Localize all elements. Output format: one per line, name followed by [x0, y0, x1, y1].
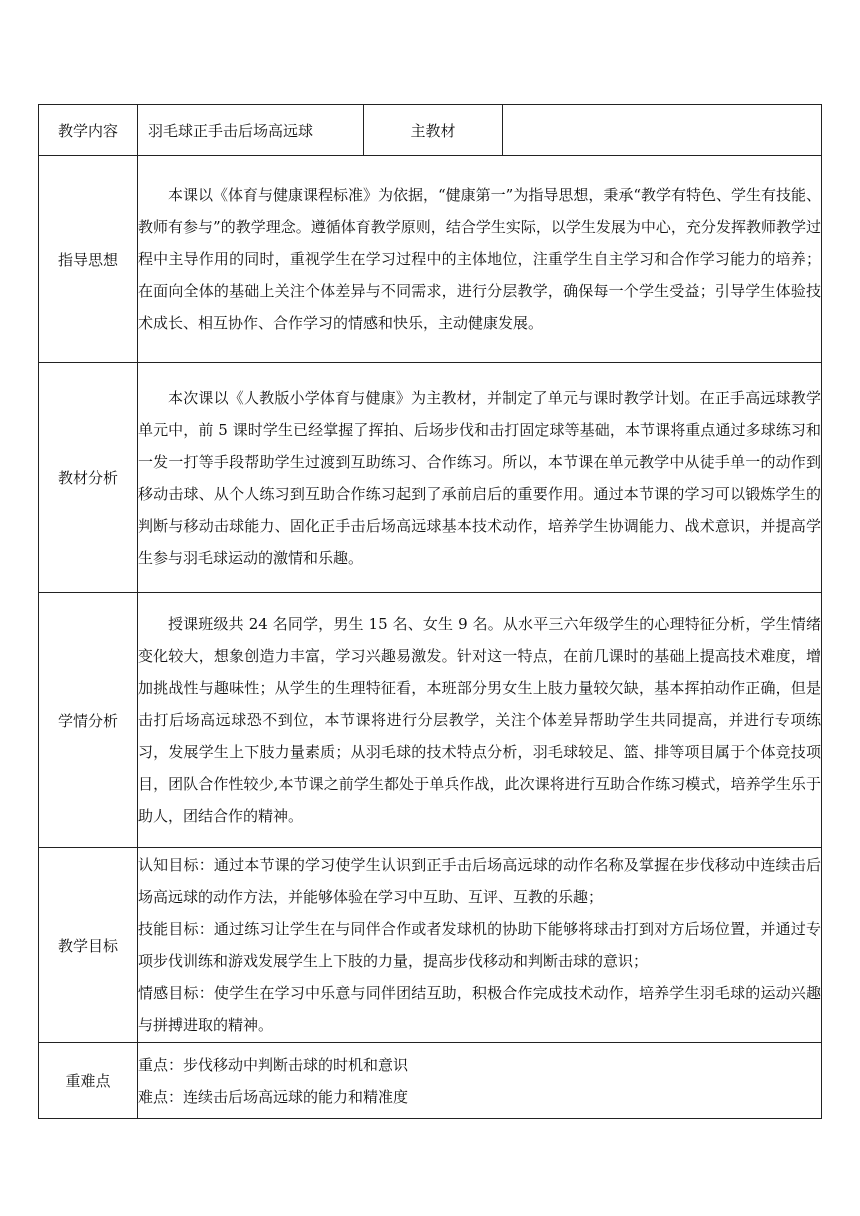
paragraph-skill-goal: 技能目标：通过练习让学生在与同伴合作或者发球机的协助下能够将球击打到对方后场位置，并通过专项步伐训练和游戏发展学生上下肢的力量，提高步伐移动和判断击球的意识； — [138, 920, 821, 970]
header-label: 教学内容 — [39, 105, 138, 156]
section-label: 学情分析 — [39, 593, 138, 848]
paragraph-emotional-goal: 情感目标：使学生在学习中乐意与同伴团结互助，积极合作完成技术动作，培养学生羽毛球的运动兴趣与拼搏进取的精神。 — [138, 984, 821, 1034]
paragraph: 授课班级共 24 名同学，男生 15 名、女生 9 名。从水平三六年级学生的心理特征分析，学生情绪变化较大，想象创造力丰富，学习兴趣易激发。针对这一特点，在前几课时的基础上提高技术难度，增加挑战性与趣味性；从学生的生理特征看，本班部分男女生上肢力量较欠缺，基本挥拍动作正确，但是击打后场高远球恐不到位，本节课将进行分层教学，关注个体差异帮助学生共同提高，并进行专项练习，发展学生上下肢力量素质；从羽毛球的技术特点分析，羽毛球较足、篮、排等项目属于个体竞技项目，团队合作性较少,本节课之前学生都处于单兵作战，此次课将进行互助合作练习模式，培养学生乐于助人，团结合作的精神。 — [138, 615, 821, 825]
section-row-student-analysis — [39, 593, 822, 848]
material-type: 主教材 — [364, 105, 503, 156]
section-label: 教材分析 — [39, 363, 138, 593]
section-row-teaching-objectives — [39, 848, 822, 1043]
paragraph-cognitive-goal: 认知目标：通过本节课的学习使学生认识到正手击后场高远球的动作名称及掌握在步伐移动中连续击后场高远球的动作方法，并能够体验在学习中互助、互评、互教的乐趣； — [138, 856, 821, 906]
section-content — [138, 1043, 822, 1119]
header-row — [39, 105, 822, 156]
section-content — [138, 363, 822, 593]
paragraph: 本次课以《人教版小学体育与健康》为主教材，并制定了单元与课时教学计划。在正手高远球教学单元中，前 5 课时学生已经掌握了挥拍、后场步伐和击打固定球等基础，本节课将重点通过多球练习和一发一打等手段帮助学生过渡到互助练习、合作练习。所以，本节课在单元教学中从徒手单一的动作到移动击球、从个人练习到互助合作练习起到了承前启后的重要作用。通过本节课的学习可以锻炼学生的判断与移动击球能力、固化正手击后场高远球基本技术动作，培养学生协调能力、战术意识，并提高学生参与羽毛球运动的激情和乐趣。 — [138, 388, 821, 567]
lesson-plan-table — [38, 104, 822, 1119]
paragraph: 本课以《体育与健康课程标准》为依据，“健康第一”为指导思想，秉承“教学有特色、学生有技能、教师有参与”的教学理念。遵循体育教学原则，结合学生实际，以学生发展为中心，充分发挥教师教学过程中主导作用的同时，重视学生在学习过程中的主体地位，注重学生自主学习和合作学习能力的培养；在面向全体的基础上关注个体差异与不同需求，进行分层教学，确保每一个学生受益；引导学生体验技术成长、相互协作、合作学习的情感和快乐，主动健康发展。 — [138, 186, 822, 332]
section-content — [138, 848, 822, 1043]
section-content — [138, 593, 822, 848]
section-row-key-difficulties — [39, 1043, 822, 1119]
paragraph-difficulty: 难点：连续击后场高远球的能力和精准度 — [138, 1087, 409, 1106]
lesson-topic: 羽毛球正手击后场高远球 — [138, 105, 364, 156]
section-row-guiding-ideology — [39, 156, 822, 363]
header-empty-cell — [503, 105, 822, 156]
paragraph-key-point: 重点：步伐移动中判断击球的时机和意识 — [138, 1055, 409, 1074]
section-label: 指导思想 — [39, 156, 138, 363]
section-label: 重难点 — [39, 1043, 138, 1119]
section-label: 教学目标 — [39, 848, 138, 1043]
section-row-material-analysis — [39, 363, 822, 593]
section-content — [138, 156, 822, 363]
